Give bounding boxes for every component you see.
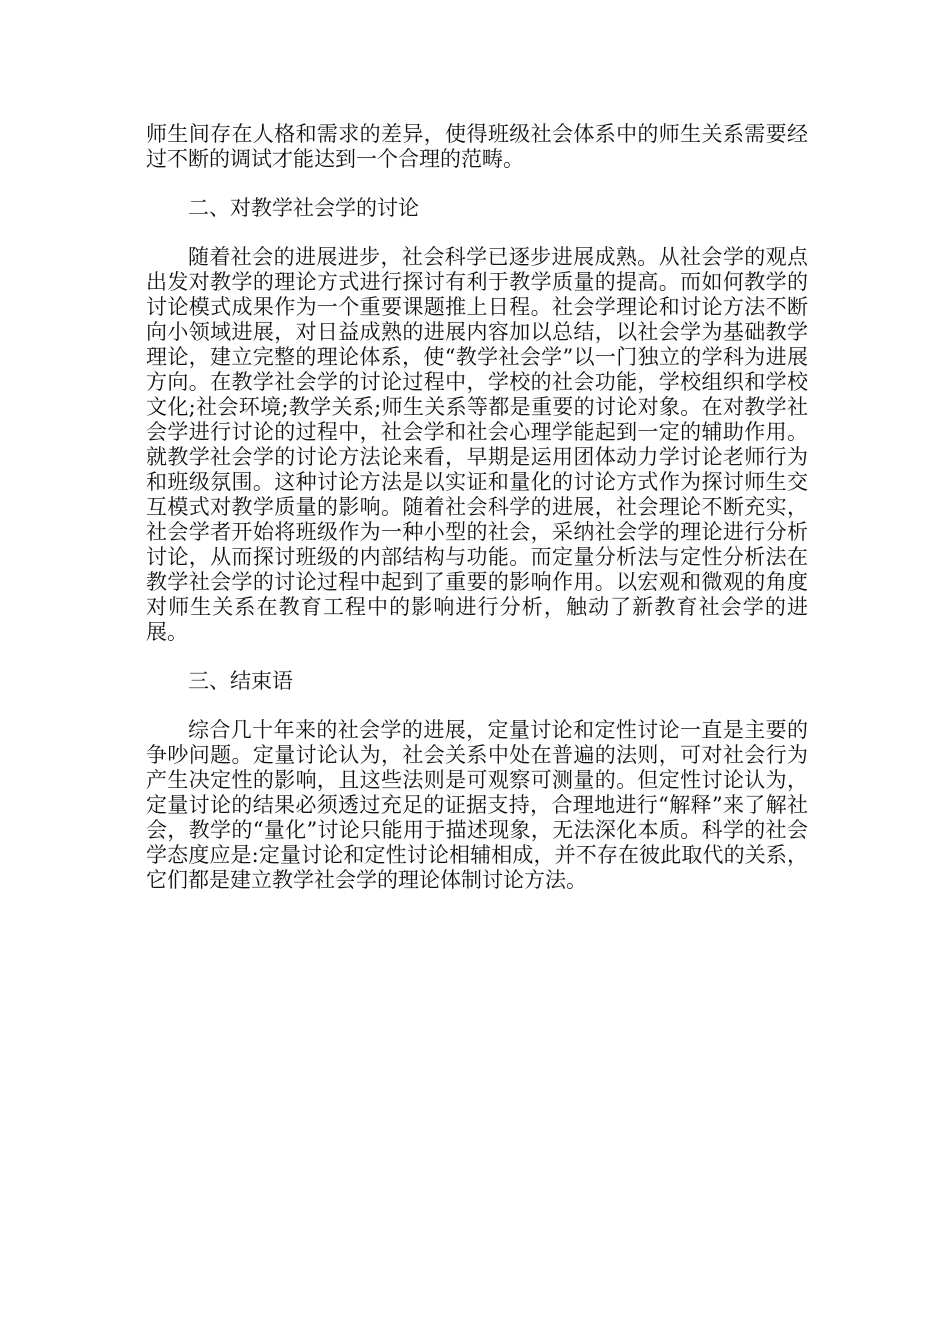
section-2-paragraph: 随着社会的进展进步，社会科学已逐步进展成熟。从社会学的观点出发对教学的理论方式进行探讨有利于教学质量的提高。而如何教学的讨论模式成果作为一个重要课题推上日程。社会学理论和讨论方法不断向小领域进展，对日益成熟的进展内容加以总结，以社会学为基础教学理论，建立完整的理论体系，使“教学社会学”以一门独立的学科为进展方向。在教学社会学的讨论过程中，学校的社会功能，学校组织和学校文化;社会环境;教学关系;师生关系等都是重要的讨论对象。在对教学社会学进行讨论的过程中，社会学和社会心理学能起到一定的辅助作用。就教学社会学的讨论方法论来看，早期是运用团体动力学讨论老师行为和班级氛围。这种讨论方法是以实证和量化的讨论方式作为探讨师生交互模式对教学质量的影响。随着社会科学的进展，社会理论不断充实，社会学者开始将班级作为一种小型的社会，采纳社会学的理论进行分析讨论，从而探讨班级的内部结构与功能。而定量分析法与定性分析法在教学社会学的讨论过程中起到了重要的影响作用。以宏观和微观的角度对师生关系在教育工程中的影响进行分析，触动了新教育社会学的进展。 [146, 245, 808, 644]
section-3-paragraph: 综合几十年来的社会学的进展，定量讨论和定性讨论一直是主要的争吵问题。定量讨论认为，社会关系中处在普遍的法则，可对社会行为产生决定性的影响，且这些法则是可观察可测量的。但定性讨论认为，定量讨论的结果必须透过充足的证据支持，合理地进行“解释”来了解社会，教学的“量化”讨论只能用于描述现象，无法深化本质。科学的社会学态度应是:定量讨论和定性讨论相辅相成，并不存在彼此取代的关系，它们都是建立教学社会学的理论体制讨论方法。 [146, 718, 808, 892]
document-body [146, 122, 808, 917]
section-2-heading: 二、对教学社会学的讨论 [188, 196, 419, 220]
continuation-paragraph: 师生间存在人格和需求的差异，使得班级社会体系中的师生关系需要经过不断的调试才能达到一个合理的范畴。 [146, 122, 808, 171]
section-3-heading: 三、结束语 [188, 669, 293, 693]
